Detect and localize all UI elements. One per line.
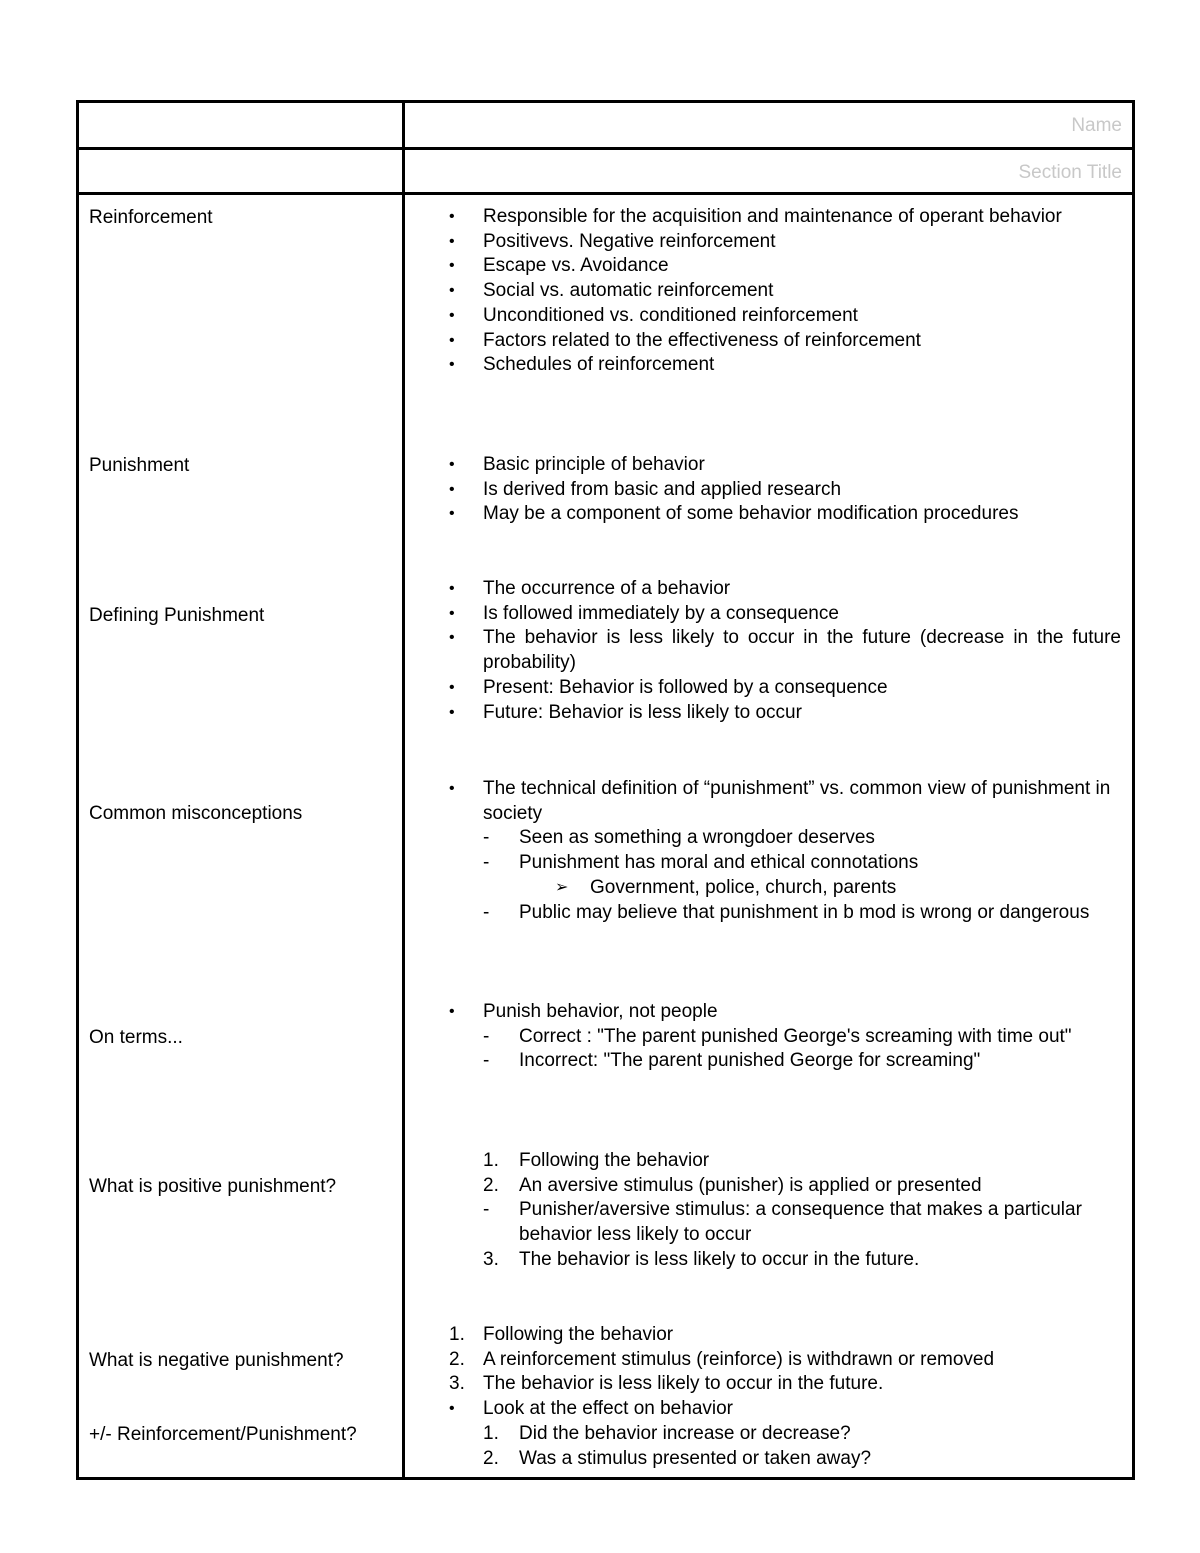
dash-icon: - bbox=[483, 1199, 490, 1221]
list-item: 3. The behavior is less likely to occur in the future. bbox=[405, 1372, 1125, 1397]
bullet-icon: • bbox=[449, 678, 455, 696]
notes-punishment bbox=[405, 453, 1125, 527]
list-item: • Look at the effect on behavior bbox=[405, 1397, 1125, 1422]
list-number: 2. bbox=[483, 1447, 499, 1469]
bullet-icon: • bbox=[449, 356, 455, 374]
dash-icon: - bbox=[483, 827, 490, 849]
cue-defining-punishment: Defining Punishment bbox=[89, 605, 265, 626]
list-item: 2. An aversive stimulus (punisher) is applied or presented bbox=[405, 1174, 1125, 1199]
list-item: • Is followed immediately by a consequence bbox=[405, 602, 1125, 627]
list-item: 2. A reinforcement stimulus (reinforce) is withdrawn or removed bbox=[405, 1348, 1125, 1373]
bullet-icon: • bbox=[449, 232, 455, 250]
cue-on-terms: On terms... bbox=[89, 1027, 183, 1048]
list-item: • May be a component of some behavior modification procedures bbox=[405, 502, 1125, 527]
list-item: - Incorrect: "The parent punished George for screaming" bbox=[405, 1049, 1125, 1074]
list-item: 1. Following the behavior bbox=[405, 1149, 1125, 1174]
list-item: - Seen as something a wrongdoer deserves bbox=[405, 826, 1125, 851]
bullet-icon: • bbox=[449, 257, 455, 275]
list-item: • Schedules of reinforcement bbox=[405, 353, 1125, 378]
dash-icon: - bbox=[483, 852, 490, 874]
section-title-field[interactable]: Section Title bbox=[1018, 162, 1122, 183]
bullet-icon: • bbox=[449, 1400, 455, 1418]
list-item: - Punisher/aversive stimulus: a consequence that makes a particular behavior less likely to occur bbox=[483, 1199, 1082, 1246]
notes-negative-punishment bbox=[405, 1323, 1125, 1471]
list-item: • Basic principle of behavior bbox=[405, 453, 1125, 478]
row-divider bbox=[79, 192, 1132, 195]
list-item: • Punish behavior, not people bbox=[405, 1000, 1125, 1025]
arrow-icon: ➢ bbox=[555, 878, 569, 896]
list-number: 1. bbox=[483, 1150, 499, 1171]
list-number: 3. bbox=[449, 1373, 465, 1395]
cue-reinforcement: Reinforcement bbox=[89, 207, 213, 228]
list-number: 2. bbox=[449, 1348, 465, 1370]
list-item: • Future: Behavior is less likely to occur bbox=[405, 701, 1125, 726]
notes-defining-punishment bbox=[405, 577, 1125, 725]
cue-reinforcement-punishment: +/- Reinforcement/Punishment? bbox=[89, 1424, 357, 1445]
notes-reinforcement bbox=[405, 205, 1125, 378]
list-item: • The behavior is less likely to occur in the future (decrease in the future probability) bbox=[449, 627, 1121, 674]
list-item: • Unconditioned vs. conditioned reinforcement bbox=[405, 304, 1125, 329]
list-item: - Public may believe that punishment in b mod is wrong or dangerous bbox=[405, 901, 1125, 926]
list-number: 3. bbox=[483, 1248, 499, 1270]
list-item: • Present: Behavior is followed by a consequence bbox=[405, 676, 1125, 701]
list-item: ➢ Government, police, church, parents bbox=[405, 876, 1125, 901]
list-item: • Factors related to the effectiveness of reinforcement bbox=[405, 329, 1125, 354]
list-number: 1. bbox=[449, 1324, 465, 1345]
notes-on-terms bbox=[405, 1000, 1125, 1074]
bullet-icon: • bbox=[449, 604, 455, 622]
cue-punishment: Punishment bbox=[89, 455, 190, 476]
list-item: • The technical definition of “punishment” vs. common view of punishment in society bbox=[449, 778, 1111, 824]
list-item: • Positivevs. Negative reinforcement bbox=[405, 230, 1125, 255]
list-item: • Responsible for the acquisition and maintenance of operant behavior bbox=[405, 205, 1125, 230]
cue-negative-punishment: What is negative punishment? bbox=[89, 1350, 344, 1371]
list-item: 1. Did the behavior increase or decrease? bbox=[405, 1422, 1125, 1447]
bullet-icon: • bbox=[449, 580, 455, 597]
list-item: • The occurrence of a behavior bbox=[405, 577, 1125, 602]
bullet-icon: • bbox=[449, 480, 455, 498]
notes-common-misconceptions bbox=[405, 777, 1125, 925]
bullet-icon: • bbox=[449, 306, 455, 324]
bullet-icon: • bbox=[449, 505, 455, 523]
list-item: • Escape vs. Avoidance bbox=[405, 254, 1125, 279]
cue-common-misconceptions: Common misconceptions bbox=[89, 803, 303, 824]
cornell-notes-table bbox=[76, 100, 1135, 1480]
bullet-icon: • bbox=[449, 456, 455, 473]
list-item: - Punishment has moral and ethical connotations bbox=[405, 851, 1125, 876]
bullet-icon: • bbox=[449, 629, 455, 647]
cue-positive-punishment: What is positive punishment? bbox=[89, 1176, 337, 1197]
row-divider bbox=[79, 147, 1132, 150]
bullet-icon: • bbox=[449, 1003, 455, 1020]
list-item: 3. The behavior is less likely to occur in the future. bbox=[405, 1248, 1125, 1273]
bullet-icon: • bbox=[449, 703, 455, 721]
bullet-icon: • bbox=[449, 282, 455, 300]
dash-icon: - bbox=[483, 1025, 490, 1047]
dash-icon: - bbox=[483, 901, 490, 923]
list-number: 2. bbox=[483, 1174, 499, 1196]
list-item: 1. Following the behavior bbox=[405, 1323, 1125, 1348]
dash-icon: - bbox=[483, 1050, 490, 1072]
list-item: • Social vs. automatic reinforcement bbox=[405, 279, 1125, 304]
bullet-icon: • bbox=[449, 331, 455, 349]
list-item: - Correct : "The parent punished George's screaming with time out" bbox=[405, 1025, 1125, 1050]
list-item: 2. Was a stimulus presented or taken away? bbox=[405, 1447, 1125, 1472]
notes-positive-punishment bbox=[405, 1149, 1125, 1273]
list-item: • Is derived from basic and applied research bbox=[405, 478, 1125, 503]
name-field[interactable]: Name bbox=[1071, 115, 1122, 136]
bullet-icon: • bbox=[449, 780, 455, 797]
bullet-icon: • bbox=[449, 208, 455, 225]
list-number: 1. bbox=[483, 1422, 499, 1444]
